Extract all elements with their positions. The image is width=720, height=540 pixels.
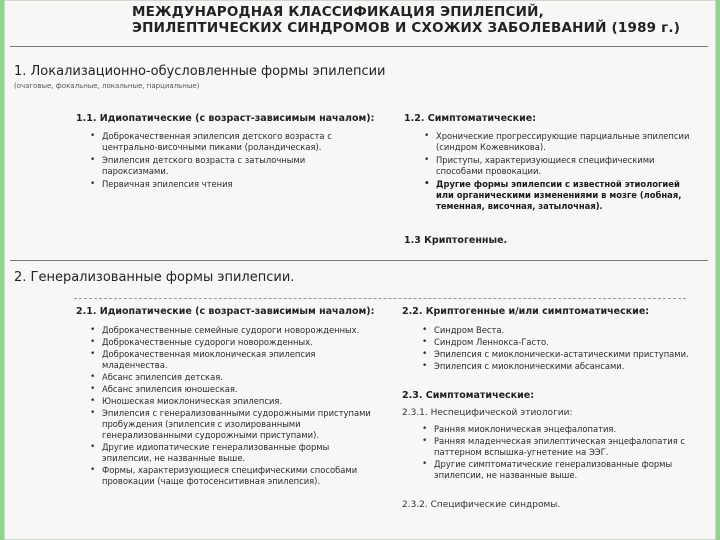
section-1-1-list	[86, 131, 336, 192]
section-2-1-heading: 2.1. Идиопатические (с возраст-зависимым началом):	[76, 306, 375, 317]
list-item: • Другие идиопатические генерализованные формы эпилепсии, не названные выше.	[86, 442, 376, 464]
section-2-2-list	[418, 325, 703, 373]
list-item: • Юношеская миоклоническая эпилепсия.	[86, 396, 376, 407]
section-2-heading: 2. Генерализованные формы эпилепсии.	[14, 270, 295, 285]
list-item: • Доброкачественная миоклоническая эпилепсия младенчества.	[86, 349, 376, 371]
section-2-3-1-heading: 2.3.1. Неспецифической этиологии:	[402, 408, 573, 418]
subsection-divider	[74, 298, 686, 299]
section-1-note: (очаговые, фокальные, локальные, парциальные)	[14, 82, 200, 90]
list-item: • Абсанс эпилепсия детская.	[86, 372, 376, 383]
section-2-3-1-list	[418, 424, 703, 482]
section-1-2-heading: 1.2. Симптоматические:	[404, 113, 537, 124]
section-1-3-heading: 1.3 Криптогенные.	[404, 235, 508, 246]
list-item: • Эпилепсия с миоклонически-астатическими приступами.	[418, 349, 703, 360]
list-item: • Синдром Леннокса-Гасто.	[418, 337, 703, 348]
document-title	[132, 4, 681, 36]
list-item: • Эпилепсия детского возраста с затылочными пароксизмами.	[86, 155, 336, 177]
section-1-heading: 1. Локализационно-обусловленные формы эпилепсии	[14, 64, 386, 79]
list-item: • Хронические прогрессирующие парциальные эпилепсии (синдром Кожевникова).	[420, 131, 690, 153]
list-item: • Другие симптоматические генерализованные формы эпилепсии, не названные выше.	[418, 459, 703, 481]
list-item: • Абсанс эпилепсия юношеская.	[86, 384, 376, 395]
list-item: • Ранняя миоклоническая энцефалопатия.	[418, 424, 703, 435]
list-item: • Первичная эпилепсия чтения	[86, 179, 336, 190]
title-line-1: МЕЖДУНАРОДНАЯ КЛАССИФИКАЦИЯ ЭПИЛЕПСИЙ,	[132, 4, 544, 20]
section-2-2-heading: 2.2. Криптогенные и/или симптоматические:	[402, 306, 650, 317]
document-page	[4, 0, 716, 540]
list-item: • Ранняя младенческая эпилептическая энцефалопатия с паттерном вспышка-угнетение на ЭЭГ.	[418, 436, 703, 458]
list-item: • Доброкачественные семейные судороги новорожденных.	[86, 325, 376, 336]
title-divider	[10, 46, 708, 47]
list-item: • Эпилепсия с миоклоническими абсансами.	[418, 361, 703, 372]
list-item: • Доброкачественные судороги новорожденных.	[86, 337, 376, 348]
section-1-2-list	[420, 131, 690, 214]
section-2-1-list	[86, 325, 376, 488]
list-item: • Приступы, характеризующиеся специфическими способами провокации.	[420, 155, 690, 177]
list-item: • Формы, характеризующиеся специфическими способами провокации (чаще фотосенситивная эпилепсия).	[86, 465, 376, 487]
list-item: • Доброкачественная эпилепсия детского возраста с центрально-височными пиками (роландическая).	[86, 131, 336, 153]
section-1-1-heading: 1.1. Идиопатические (с возраст-зависимым началом):	[76, 113, 375, 124]
section-2-3-2-heading: 2.3.2. Специфические синдромы.	[402, 500, 561, 510]
list-item: • Эпилепсия с генерализованными судорожными приступами пробуждения (эпилепсия с изолированными генерализованными судорожными приступами).	[86, 408, 376, 441]
section-divider	[10, 260, 708, 261]
list-item: • Другие формы эпилепсии с известной этиологией или органическими изменениями в мозге (лобная, теменная, височная, затылочная).	[420, 179, 690, 212]
list-item: • Синдром Веста.	[418, 325, 703, 336]
section-2-3-heading: 2.3. Симптоматические:	[402, 390, 535, 401]
title-line-2: ЭПИЛЕПТИЧЕСКИХ СИНДРОМОВ И СХОЖИХ ЗАБОЛЕВАНИЙ (1989 г.)	[132, 20, 681, 36]
